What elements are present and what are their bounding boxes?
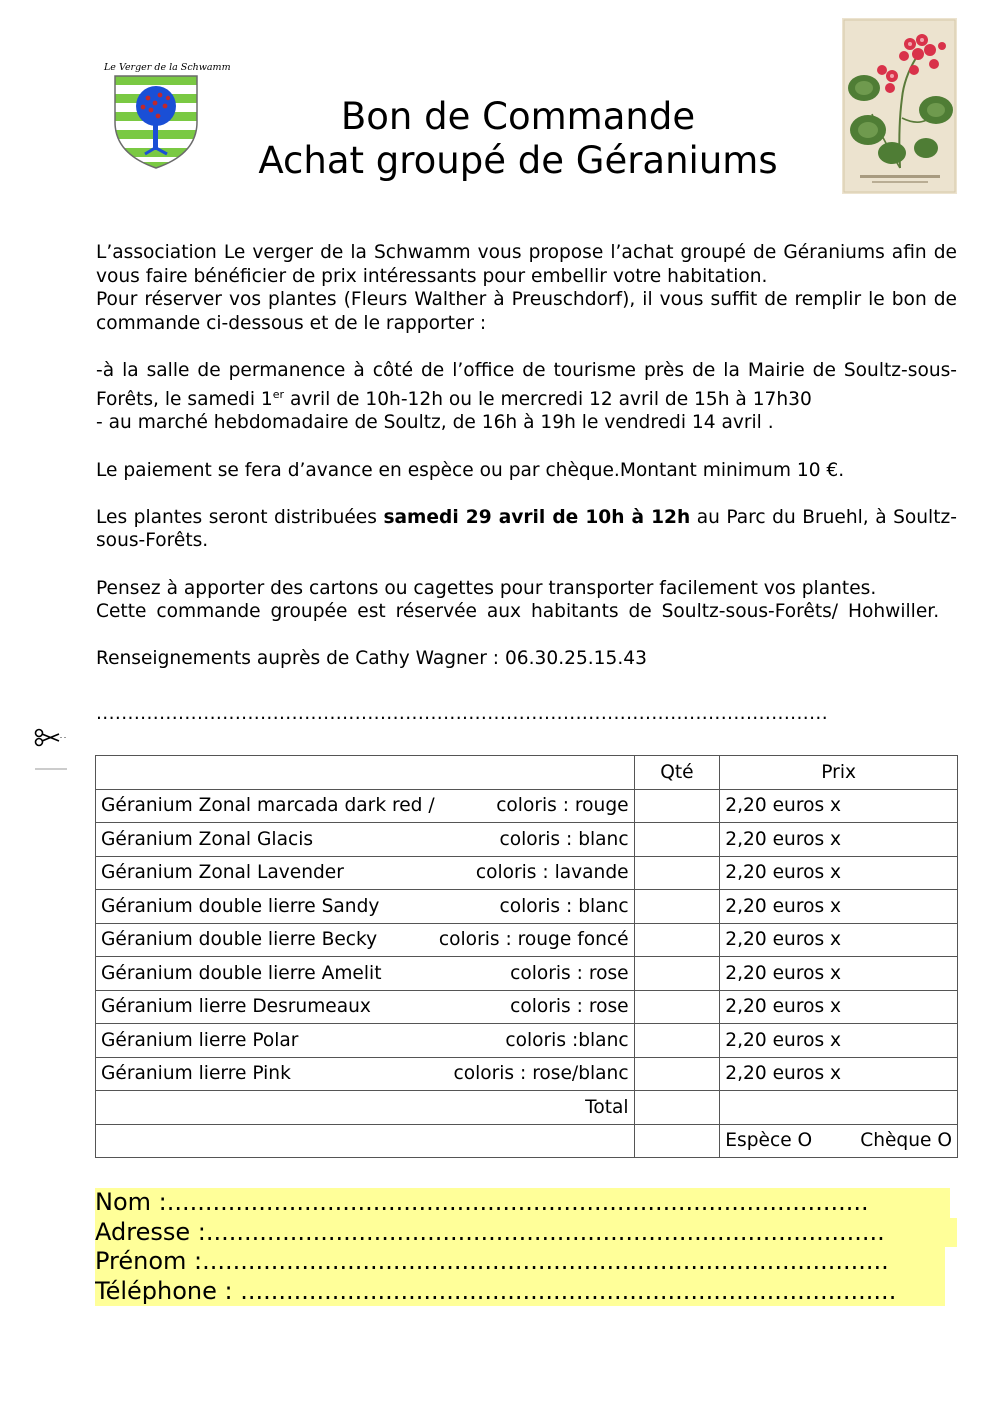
payment-options [720,1124,958,1158]
product-color: coloris : rose [510,996,629,1018]
title-line-2: Achat groupé de Géraniums [258,139,778,182]
table-row [96,923,958,957]
product-cell [96,990,635,1024]
prenom-field[interactable]: Prénom :.......................................................................................... [95,1247,945,1277]
price-cell: 2,20 euros x [720,823,958,857]
price-cell: 2,20 euros x [720,957,958,991]
permanence-text-a: -à la salle de permanence à côté de l’office de tourisme près de la Mairie de Soultz-sous-Forêts, le samedi 1 [96,359,957,410]
table-row [96,1024,958,1058]
quantity-cell[interactable] [634,823,720,857]
title-line-1: Bon de Commande [340,95,696,138]
price-cell: 2,20 euros x [720,1024,958,1058]
quantity-cell[interactable] [634,923,720,957]
paragraph-distribution [96,506,957,553]
paragraph-intro: L’association Le verger de la Schwamm vous propose l’achat groupé de Géraniums afin de vous faire bénéficier de prix intéressants pour embellir votre habitation. [96,242,957,287]
header-price: Prix [720,756,958,790]
paragraph-permanence [96,359,957,411]
product-cell [96,1057,635,1091]
scissors-icon [33,724,69,774]
product-color: coloris : lavande [475,862,629,884]
quantity-cell[interactable] [634,1024,720,1058]
table-row [96,1057,958,1091]
paragraph-cartons: Pensez à apporter des cartons ou cagettes pour transporter facilement vos plantes. [96,577,877,599]
price-cell: 2,20 euros x [720,923,958,957]
table-row [96,990,958,1024]
product-name: Géranium lierre Pink [101,1063,291,1085]
paragraph-marche: - au marché hebdomadaire de Soultz, de 16h à 19h le vendredi 14 avril . [96,412,774,434]
price-cell: 2,20 euros x [720,856,958,890]
product-color: coloris : rose/blanc [453,1063,629,1085]
quantity-cell[interactable] [634,890,720,924]
total-label: Total [96,1091,635,1125]
table-row [96,823,958,857]
distribution-date: samedi 29 avril de 10h à 12h [383,506,691,528]
table-row [96,890,958,924]
body-text [96,241,957,671]
payment-empty-cell [96,1124,635,1158]
product-cell [96,823,635,857]
product-name: Géranium Zonal Lavender [101,862,344,884]
quantity-cell[interactable] [634,856,720,890]
adresse-field[interactable]: Adresse :......................................................................................... [95,1218,957,1248]
quantity-cell[interactable] [634,1057,720,1091]
telephone-field[interactable]: Téléphone : ...................................................................................... [95,1277,945,1307]
quantity-cell[interactable] [634,789,720,823]
product-cell [96,856,635,890]
table-header-row [96,756,958,790]
nom-field[interactable]: Nom :............................................................................................ [95,1188,950,1218]
order-table [95,755,958,1158]
header-qty: Qté [634,756,720,790]
product-color: coloris : blanc [499,895,629,917]
product-name: Géranium double lierre Becky [101,929,378,951]
product-name: Géranium Zonal marcada dark red / [101,795,435,817]
table-row [96,856,958,890]
paragraph-paiement: Le paiement se fera d’avance en espèce ou par chèque.Montant minimum 10 €. [96,459,845,481]
paragraph-reserve: Pour réserver vos plantes (Fleurs Walther à Preuschdorf), il vous suffit de remplir le bon de commande ci-dessous et de le rapporter : [96,289,957,334]
logo-caption: Le Verger de la Schwamm [104,62,231,73]
page-title [200,95,836,183]
contact-fields [95,1188,957,1306]
product-name: Géranium lierre Polar [101,1029,299,1051]
product-name: Géranium double lierre Amelit [101,962,382,984]
product-cell [96,890,635,924]
payment-empty-qty [634,1124,720,1158]
quantity-cell[interactable] [634,990,720,1024]
distribution-text-a: Les plantes seront distribuées [96,506,384,528]
price-cell: 2,20 euros x [720,1057,958,1091]
total-qty-cell[interactable] [634,1091,720,1125]
header-product [96,756,635,790]
product-color: coloris : rouge foncé [438,929,629,951]
price-cell: 2,20 euros x [720,890,958,924]
geranium-illustration [842,18,957,194]
ordinal-sup: er [272,387,285,401]
coat-of-arms-logo [104,62,231,172]
price-cell: 2,20 euros x [720,990,958,1024]
product-cell [96,957,635,991]
product-color: coloris : rouge [496,795,629,817]
quantity-cell[interactable] [634,957,720,991]
permanence-text-b: avril de 10h-12h ou le mercredi 12 avril de 15h à 17h30 [284,388,812,410]
payment-cheque-option[interactable]: Chèque O [860,1130,952,1152]
product-color: coloris :blanc [505,1029,629,1051]
product-name: Géranium Zonal Glacis [101,828,314,850]
distribution-text-b: au Parc du Bruehl, à Soultz-sous-Forêts. [96,506,957,552]
cut-line: .................................................................................................................... [96,703,829,724]
paragraph-contact: Renseignements auprès de Cathy Wagner : 06.30.25.15.43 [96,648,647,670]
payment-espece-option[interactable]: Espèce O [725,1130,813,1152]
paragraph-habitants: Cette commande groupée est réservée aux habitants de Soultz-sous-Forêts/ Hohwiller. [96,601,940,623]
table-row [96,957,958,991]
product-cell [96,1024,635,1058]
product-name: Géranium lierre Desrumeaux [101,996,371,1018]
product-cell [96,789,635,823]
price-cell: 2,20 euros x [720,789,958,823]
product-color: coloris : rose [510,962,629,984]
product-name: Géranium double lierre Sandy [101,895,380,917]
table-row [96,789,958,823]
product-color: coloris : blanc [499,828,629,850]
payment-row [96,1124,958,1158]
total-price-cell[interactable] [720,1091,958,1125]
total-row [96,1091,958,1125]
product-cell [96,923,635,957]
